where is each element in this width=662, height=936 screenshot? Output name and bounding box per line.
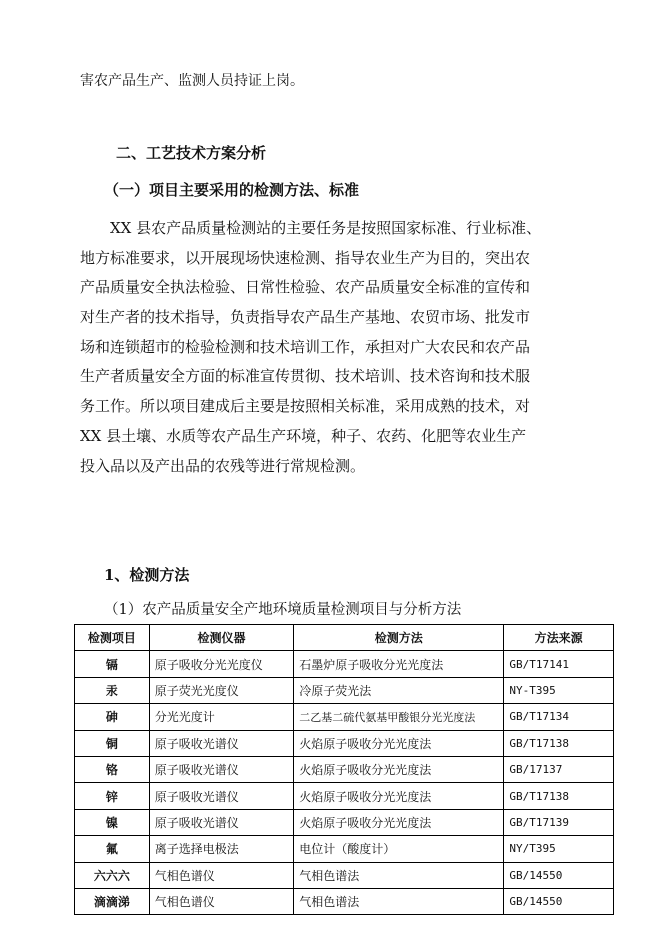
cell-method: 二乙基二硫代氨基甲酸银分光光度法: [294, 704, 504, 730]
cell-source: NY/T395: [504, 836, 614, 862]
table-row: [75, 730, 614, 756]
cell-method: 冷原子荧光法: [294, 677, 504, 703]
cell-method: 火焰原子吸收分光光度法: [294, 809, 504, 835]
table-caption: （1）农产品质量安全产地环境质量检测项目与分析方法: [104, 602, 462, 618]
cell-item: 滴滴涕: [75, 888, 150, 914]
cell-source: GB/T17138: [504, 783, 614, 809]
cell-method: 气相色谱法: [294, 888, 504, 914]
cell-item: 镍: [75, 809, 150, 835]
table-row: [75, 677, 614, 703]
cell-instrument: 原子吸收分光光度仪: [149, 651, 293, 677]
cell-source: GB/17137: [504, 756, 614, 782]
cell-source: NY-T395: [504, 677, 614, 703]
table-header-row: [75, 625, 614, 651]
cell-instrument: 原子吸收光谱仪: [149, 783, 293, 809]
cell-source: GB/T17139: [504, 809, 614, 835]
cell-source: GB/T17134: [504, 704, 614, 730]
paragraph-line: XX 县农产品质量检测站的主要任务是按照国家标准、行业标准、: [110, 219, 542, 237]
cell-instrument: 原子吸收光谱仪: [149, 756, 293, 782]
table-row: [75, 783, 614, 809]
cell-instrument: 气相色谱仪: [149, 862, 293, 888]
paragraph-line: 务工作。所以项目建成后主要是按照相关标准，采用成熟的技术，对: [80, 397, 531, 416]
continuation-text: 害农产品生产、监测人员持证上岗。: [80, 73, 304, 89]
table-row: [75, 862, 614, 888]
cell-instrument: 原子吸收光谱仪: [149, 809, 293, 835]
methods-title: 1、检测方法: [104, 566, 190, 584]
cell-method: 电位计（酸度计）: [294, 836, 504, 862]
cell-method: 气相色谱法: [294, 862, 504, 888]
body-paragraph: [80, 214, 590, 481]
subsection-title: （一）项目主要采用的检测方法、标准: [104, 181, 360, 199]
cell-item: 氟: [75, 836, 150, 862]
cell-source: GB/14550: [504, 888, 614, 914]
table-row: [75, 888, 614, 914]
table-row: [75, 809, 614, 835]
table-row: [75, 704, 614, 730]
cell-method: 火焰原子吸收分光光度法: [294, 730, 504, 756]
cell-item: 锌: [75, 783, 150, 809]
paragraph-line: 地方标准要求，以开展现场快速检测、指导农业生产为目的，突出农: [80, 248, 531, 267]
cell-source: GB/T17141: [504, 651, 614, 677]
table-row: [75, 836, 614, 862]
table-row: [75, 756, 614, 782]
header-method: 检测方法: [294, 625, 504, 651]
section-title: 二、工艺技术方案分析: [116, 144, 267, 162]
header-item: 检测项目: [75, 625, 150, 651]
cell-item: 六六六: [75, 862, 150, 888]
cell-method: 火焰原子吸收分光光度法: [294, 783, 504, 809]
paragraph-line: 产品质量安全执法检验、日常性检验、农产品质量安全标准的宣传和: [80, 278, 531, 297]
header-source: 方法来源: [504, 625, 614, 651]
paragraph-line: 对生产者的技术指导，负责指导农产品生产基地、农贸市场、批发市: [80, 308, 531, 327]
header-instrument: 检测仪器: [149, 625, 293, 651]
cell-method: 火焰原子吸收分光光度法: [294, 756, 504, 782]
paragraph-line: 投入品以及产出品的农残等进行常规检测。: [80, 456, 366, 475]
cell-item: 镉: [75, 651, 150, 677]
cell-source: GB/14550: [504, 862, 614, 888]
paragraph-line: XX 县土壤、水质等农产品生产环境，种子、农药、化肥等农业生产: [80, 426, 527, 445]
methods-table: [74, 624, 614, 915]
cell-item: 铬: [75, 756, 150, 782]
paragraph-line: 生产者质量安全方面的标准宣传贯彻、技术培训、技术咨询和技术服: [80, 367, 531, 386]
cell-instrument: 原子荧光光度仪: [149, 677, 293, 703]
cell-instrument: 分光光度计: [149, 704, 293, 730]
paragraph-line: 场和连锁超市的检验检测和技术培训工作，承担对广大农民和农产品: [80, 337, 531, 356]
cell-method: 石墨炉原子吸收分光光度法: [294, 651, 504, 677]
cell-source: GB/T17138: [504, 730, 614, 756]
cell-instrument: 气相色谱仪: [149, 888, 293, 914]
table-row: [75, 651, 614, 677]
cell-item: 砷: [75, 704, 150, 730]
cell-instrument: 离子选择电极法: [149, 836, 293, 862]
cell-item: 汞: [75, 677, 150, 703]
cell-instrument: 原子吸收光谱仪: [149, 730, 293, 756]
cell-item: 铜: [75, 730, 150, 756]
